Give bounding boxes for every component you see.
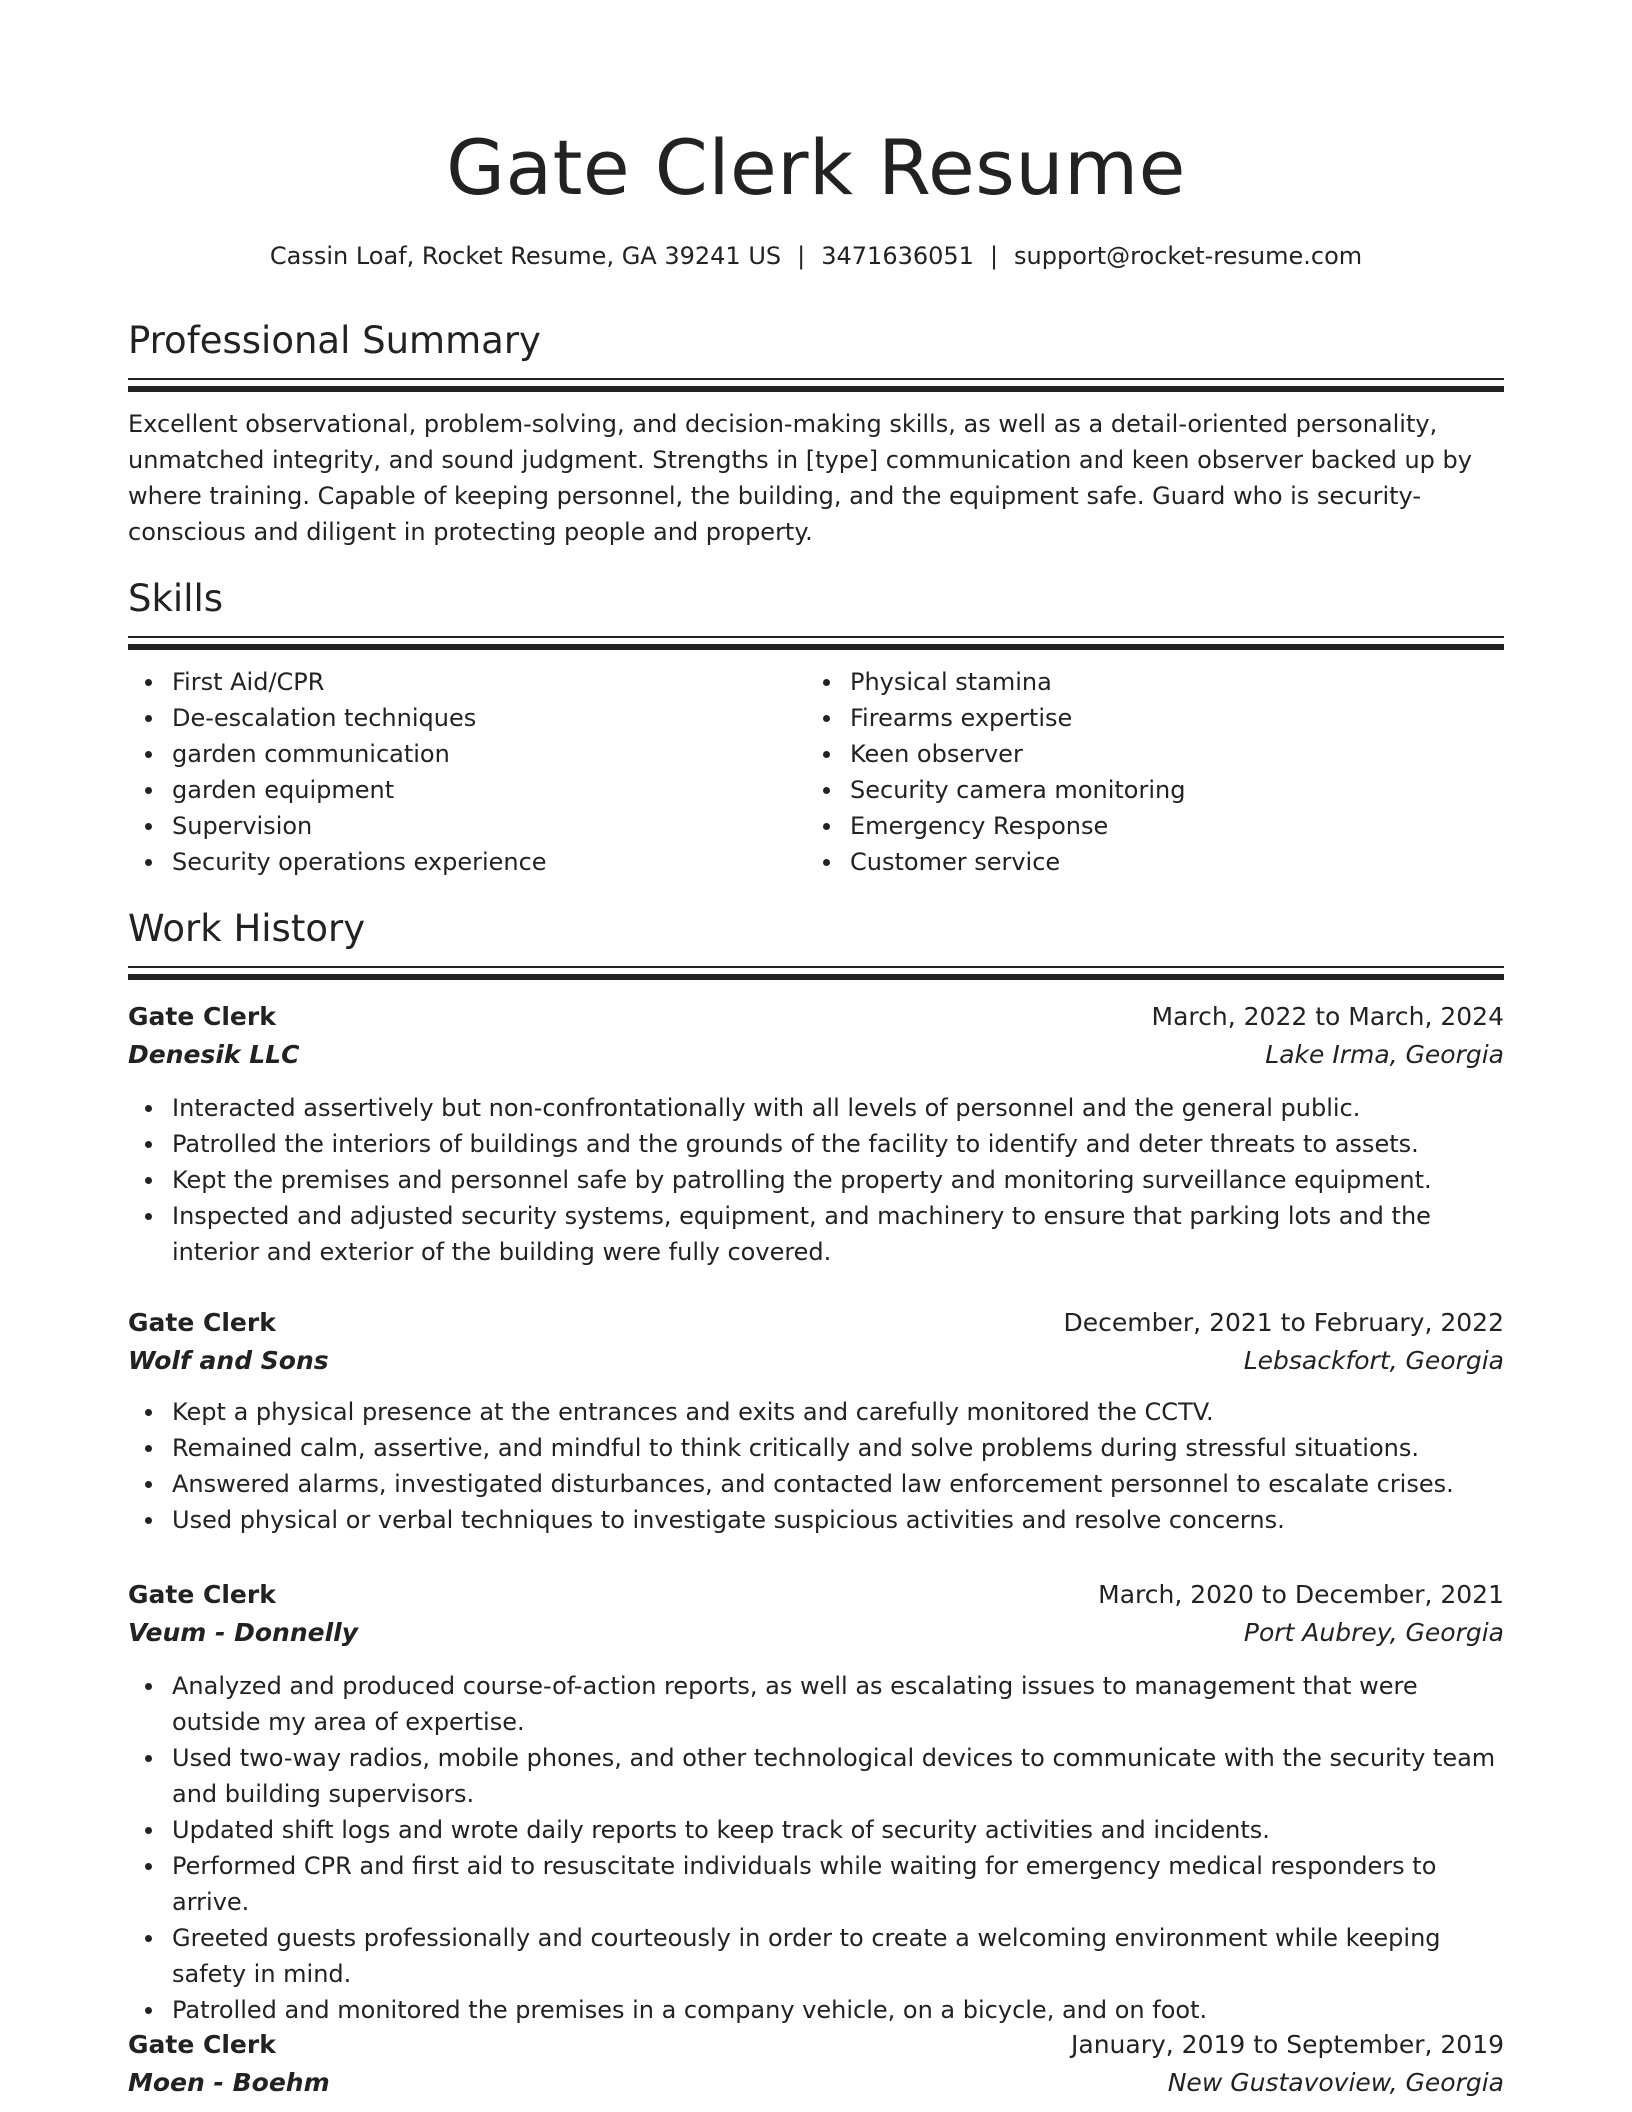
job-bullet: Kept a physical presence at the entrances and exits and carefully monitored the CCTV. [172, 1394, 1504, 1430]
skills-column-left [128, 664, 802, 880]
skill-item: De-escalation techniques [172, 700, 802, 736]
job-bullet: Patrolled the interiors of buildings and the grounds of the facility to identify and deter threats to assets. [172, 1126, 1504, 1162]
skill-item: garden communication [172, 736, 802, 772]
job-title: Gate Clerk [128, 2030, 276, 2059]
job-bullet: Remained calm, assertive, and mindful to think critically and solve problems during stressful situations. [172, 1430, 1504, 1466]
skill-item: garden equipment [172, 772, 802, 808]
skill-item: Physical stamina [850, 664, 1480, 700]
job-company: Moen - Boehm [128, 2068, 330, 2097]
job-title: Gate Clerk [128, 1002, 276, 1031]
job-entry [128, 1576, 1504, 2028]
section-divider [128, 378, 1504, 393]
job-dates: March, 2022 to March, 2024 [1151, 1002, 1504, 1031]
contact-line [128, 238, 1504, 274]
job-dates: March, 2020 to December, 2021 [1098, 1580, 1504, 1609]
job-bullets [128, 1090, 1504, 1270]
skills-section-header [128, 574, 1504, 651]
job-header [128, 1576, 1504, 1614]
skill-item: Firearms expertise [850, 700, 1480, 736]
skill-item: Security camera monitoring [850, 772, 1480, 808]
job-bullet: Analyzed and produced course-of-action reports, as well as escalating issues to management that were outside my area of expertise. [172, 1668, 1504, 1740]
job-header [128, 2026, 1504, 2064]
job-bullet: Greeted guests professionally and courteously in order to create a welcoming environment while keeping safety in mind. [172, 1920, 1504, 1992]
contact-separator: | [797, 242, 806, 270]
job-dates: January, 2019 to September, 2019 [1071, 2030, 1504, 2059]
job-bullet: Kept the premises and personnel safe by patrolling the property and monitoring surveillance equipment. [172, 1162, 1504, 1198]
job-dates: December, 2021 to February, 2022 [1063, 1308, 1504, 1337]
job-location: New Gustavoview, Georgia [1167, 2068, 1504, 2097]
job-bullet: Inspected and adjusted security systems, equipment, and machinery to ensure that parking lots and the interior and exterior of the building were fully covered. [172, 1198, 1504, 1270]
resume-title: Gate Clerk Resume [446, 123, 1186, 212]
job-company: Denesik LLC [128, 1040, 300, 1069]
contact-address: Cassin Loaf, Rocket Resume, GA 39241 US [269, 242, 782, 270]
work-section-header [128, 904, 1504, 981]
job-location: Lebsackfort, Georgia [1243, 1346, 1504, 1375]
job-bullet: Performed CPR and first aid to resuscitate individuals while waiting for emergency medical responders to arrive. [172, 1848, 1504, 1920]
skill-item: First Aid/CPR [172, 664, 802, 700]
section-divider [128, 636, 1504, 651]
job-bullet: Interacted assertively but non-confrontationally with all levels of personnel and the general public. [172, 1090, 1504, 1126]
skills-column-right [806, 664, 1480, 880]
job-location: Port Aubrey, Georgia [1243, 1618, 1504, 1647]
section-title-skills: Skills [128, 577, 224, 620]
job-location: Lake Irma, Georgia [1265, 1040, 1504, 1069]
job-header [128, 1304, 1504, 1342]
job-entry [128, 1304, 1504, 1538]
section-divider [128, 966, 1504, 981]
job-bullet: Used two-way radios, mobile phones, and other technological devices to communicate with the security team and building supervisors. [172, 1740, 1504, 1812]
contact-phone: 3471636051 [821, 242, 974, 270]
job-entry [128, 998, 1504, 1270]
skill-item: Security operations experience [172, 844, 802, 880]
job-title: Gate Clerk [128, 1308, 276, 1337]
contact-email: support@rocket-resume.com [1014, 242, 1363, 270]
job-company: Wolf and Sons [128, 1346, 329, 1375]
job-subheader [128, 1614, 1504, 1652]
skill-item: Customer service [850, 844, 1480, 880]
job-company: Veum - Donnelly [128, 1618, 359, 1647]
section-title-work-history: Work History [128, 907, 366, 950]
job-header [128, 998, 1504, 1036]
skill-item: Emergency Response [850, 808, 1480, 844]
job-subheader [128, 1342, 1504, 1380]
job-title: Gate Clerk [128, 1580, 276, 1609]
skill-item: Keen observer [850, 736, 1480, 772]
summary-text: Excellent observational, problem-solving, and decision-making skills, as well as a detail-oriented personality, unmatched integrity, and sound judgment. Strengths in [type] communication and keen observer backed up by where training. Capable of keeping personnel, the building, and the equipment safe. Guard who is security-conscious and diligent in protecting people and property. [128, 410, 1472, 546]
job-entry [128, 2026, 1504, 2102]
job-bullet: Patrolled and monitored the premises in a company vehicle, on a bicycle, and on foot. [172, 1992, 1504, 2028]
job-subheader [128, 1036, 1504, 1074]
job-bullets [128, 1668, 1504, 2028]
job-bullet: Used physical or verbal techniques to investigate suspicious activities and resolve concerns. [172, 1502, 1504, 1538]
job-bullet: Updated shift logs and wrote daily reports to keep track of security activities and incidents. [172, 1812, 1504, 1848]
contact-separator: | [989, 242, 999, 270]
job-subheader [128, 2064, 1504, 2102]
job-bullet: Answered alarms, investigated disturbances, and contacted law enforcement personnel to escalate crises. [172, 1466, 1504, 1502]
section-title-summary: Professional Summary [128, 319, 541, 362]
skill-item: Supervision [172, 808, 802, 844]
job-bullets [128, 1394, 1504, 1538]
summary-section-header [128, 316, 1504, 393]
